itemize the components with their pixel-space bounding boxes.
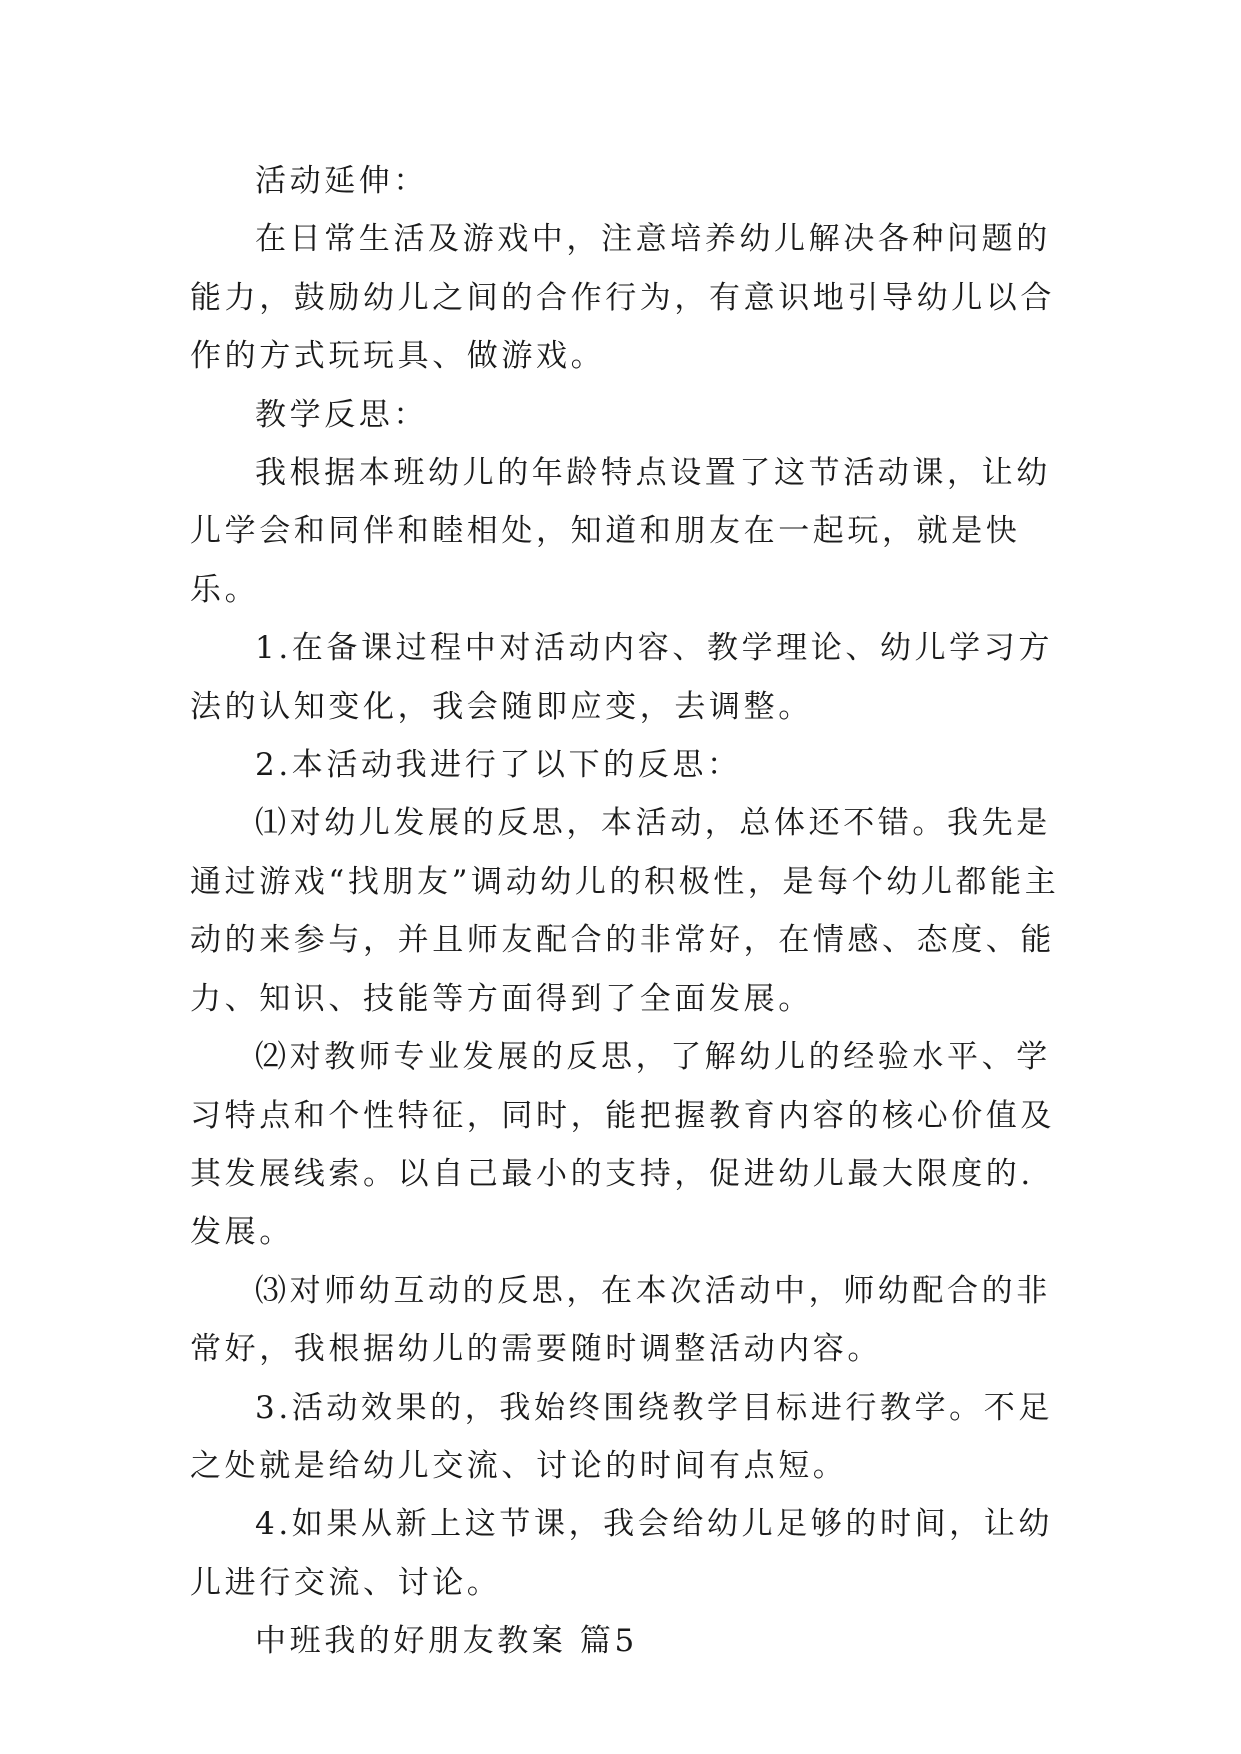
paragraph-reflection-2-2: ⑵对教师专业发展的反思，了解幼儿的经验水平、学习特点和个性特征，同时，能把握教育内容的核心价值及其发展线索。以自己最小的支持，促进幼儿最大限度的.发展。 xyxy=(190,1039,1055,1251)
paragraph-reflection-4: 4.如果从新上这节课，我会给幼儿足够的时间，让幼儿进行交流、讨论。 xyxy=(190,1506,1053,1601)
paragraph-activity-extension: 在日常生活及游戏中，注意培养幼儿解决各种问题的能力，鼓励幼儿之间的合作行为，有意识地引导幼儿以合作的方式玩玩具、做游戏。 xyxy=(190,221,1055,375)
paragraph-reflection-1: 1.在备课过程中对活动内容、教学理论、幼儿学习方法的认知变化，我会随即应变，去调整。 xyxy=(190,630,1053,725)
section-heading-lesson-plan-5: 中班我的好朋友教案 篇5 xyxy=(255,1623,638,1660)
paragraph-reflection-2-3: ⑶对师幼互动的反思，在本次活动中，师幼配合的非常好，我根据幼儿的需要随时调整活动内容。 xyxy=(190,1272,1051,1368)
section-heading-teaching-reflection: 教学反思： xyxy=(255,396,428,433)
paragraph-reflection-intro: 我根据本班幼儿的年龄特点设置了这节活动课，让幼儿学会和同伴和睦相处，知道和朋友在一起玩，就是快乐。 xyxy=(190,455,1051,608)
section-heading-activity-extension: 活动延伸： xyxy=(255,163,428,199)
document-body xyxy=(190,152,1062,1671)
paragraph-reflection-3: 3.活动效果的，我始终围绕教学目标进行教学。不足之处就是给幼儿交流、讨论的时间有点短。 xyxy=(190,1389,1053,1484)
paragraph-reflection-2: 2.本活动我进行了以下的反思： xyxy=(255,747,742,784)
paragraph-reflection-2-1: ⑴对幼儿发展的反思，本活动，总体还不错。我先是通过游戏“找朋友”调动幼儿的积极性，是每个幼儿都能主动的来参与，并且师友配合的非常好，在情感、态度、能力、知识、技能等方面得到了全面发展。 xyxy=(190,805,1060,1017)
